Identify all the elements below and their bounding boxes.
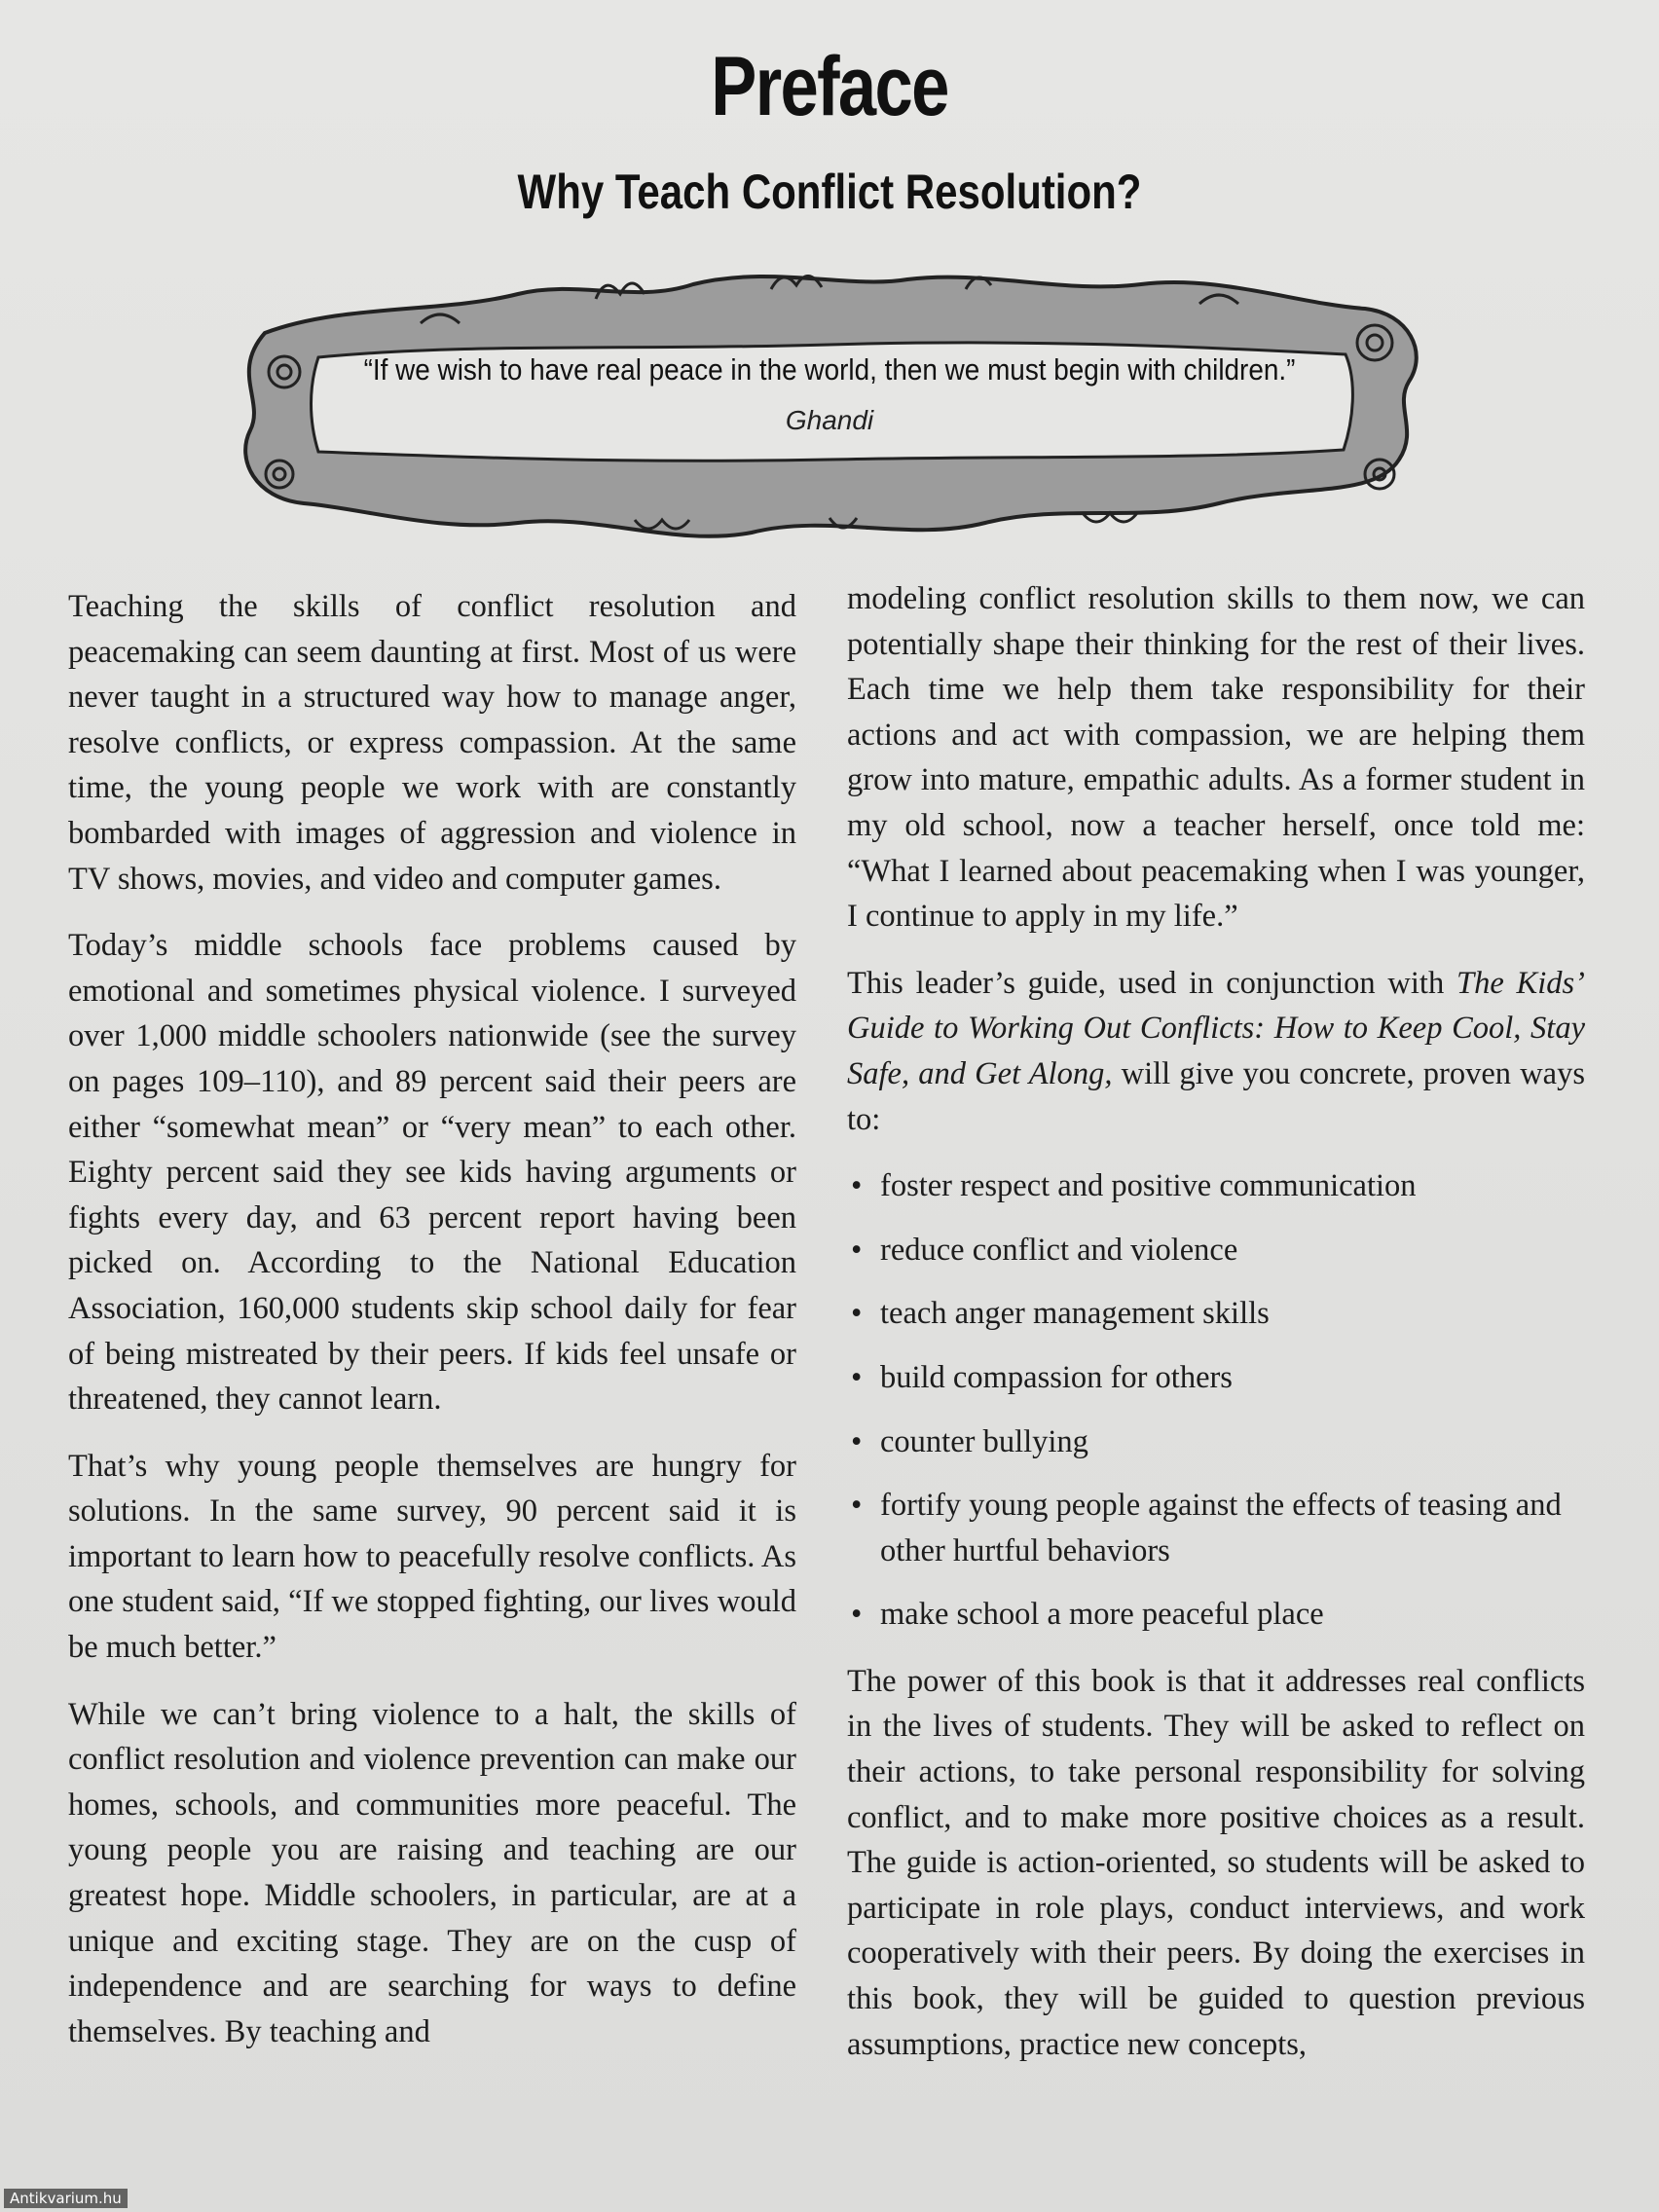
list-item: • teach anger management skills <box>847 1291 1585 1337</box>
list-item: • make school a more peaceful place <box>847 1592 1585 1638</box>
text: will give you concrete, proven ways to: <box>847 1055 1585 1137</box>
paragraph: The power of this book is that it addresses real conflicts in the lives of students. They will be asked to reflect on their actions, to take personal responsibility for solving conflict, and to make more positive choices as a result. The guide is action-oriented, so students will be asked to participate in role plays, conduct interviews, and work cooperatively with their peers. By doing the exercises in this book, they will be guided to question previous assumptions, practice new concepts, <box>847 1663 1585 2062</box>
list-item: • fortify young people against the effects of teasing and other hurtful behaviors <box>847 1483 1585 1573</box>
paragraph: Teaching the skills of conflict resolution and peacemaking can seem daunting at first. Most of us were never taught in a structured way how to manage anger, resolve conflicts, or express compassion. At the same time, the young people we work with are constantly bombarded with images of aggression and violence in TV shows, movies, and video and computer games. <box>68 589 796 897</box>
epigraph-quote: “If we wish to have real peace in the world, then we must begin with children.” <box>363 352 1296 387</box>
list-item: • foster respect and positive communication <box>847 1163 1585 1209</box>
left-column <box>68 584 796 2076</box>
paragraph: That’s why young people themselves are hungry for solutions. In the same survey, 90 percent said it is important to learn how to peacefully resolve conflicts. As one student said, “If we stopped fighting, our lives would be much better.” <box>68 1448 796 1666</box>
list-item: • counter bullying <box>847 1419 1585 1465</box>
book-title: The Kids’ Guide to Working Out Conflicts: How to Keep Cool, Stay Safe, and Get Along, <box>847 965 1585 1091</box>
watermark: Antikvarium.hu <box>4 2189 128 2208</box>
list-item: • build compassion for others <box>847 1355 1585 1401</box>
paragraph <box>847 961 1585 1142</box>
paragraph: Today’s middle schools face problems caused by emotional and sometimes physical violence. I surveyed over 1,000 middle schoolers nationwide (see the survey on pages 109–110), and 89 percent said their peers are either “somewhat mean” or “very mean” to each other. Eighty percent said they see kids having arguments or fights every day, and 63 percent report having been picked on. According to the National Education Association, 160,000 students skip school daily for fear of being mistreated by their peers. If kids feel unsafe or threatened, they cannot learn. <box>68 928 796 1418</box>
text: This leader’s guide, used in conjunction with <box>847 965 1457 1001</box>
benefits-list <box>847 1163 1585 1638</box>
paragraph: modeling conflict resolution skills to them now, we can potentially shape their thinking for the rest of their lives. Each time we help them take responsibility for their actions and act with compassion, we are helping them grow into mature, empathic adults. As a former student in my old school, now a teacher herself, once told me: “What I learned about peacemaking when I was younger, I continue to apply in my life.” <box>847 581 1585 935</box>
paragraph: While we can’t bring violence to a halt, the skills of conflict resolution and violence prevention can make our homes, schools, and communities more peaceful. The young people you are raising and teaching are our greatest hope. Middle schoolers, in particular, are at a unique and exciting stage. They are on the cusp of independence and are searching for ways to define themselves. By teaching and <box>68 1696 796 2049</box>
list-item: • reduce conflict and violence <box>847 1228 1585 1273</box>
epigraph-author: Ghandi <box>785 405 874 435</box>
right-column <box>847 576 1585 2088</box>
page-subtitle: Why Teach Conflict Resolution? <box>517 165 1142 219</box>
page-title: Preface <box>711 40 948 133</box>
